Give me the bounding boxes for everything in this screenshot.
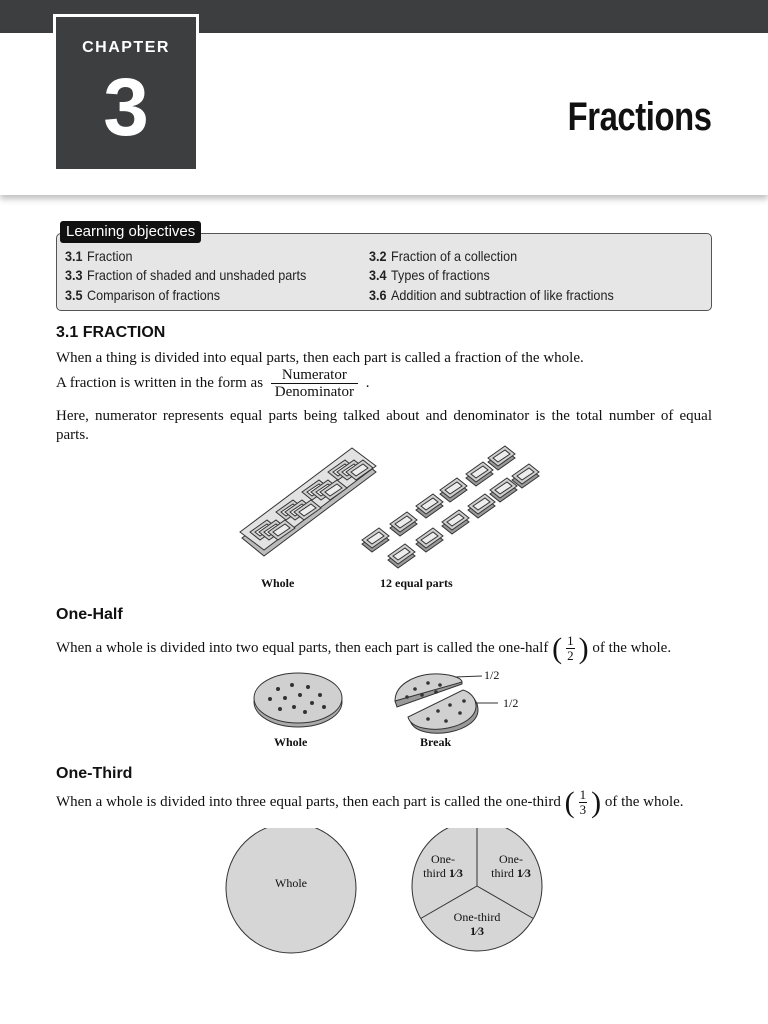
left-paren: ( [564,786,575,819]
half-label-top: 1/2 [484,668,500,682]
chapter-number: 3 [103,62,149,153]
paragraph-definition: When a thing is divided into equal parts, then each part is called a fraction of the whole. [56,350,584,366]
one-half-fraction [566,634,575,663]
caption-12-parts: 12 equal parts [380,576,453,590]
one-half-text-end: of the whole. [592,639,672,656]
objective-number: 3.6 [369,287,387,303]
one-third-heading: One-Third [56,765,133,782]
third-label-right [482,852,540,880]
half-numerator: 1 [567,633,574,648]
section-heading: 3.1 FRACTION [56,324,166,341]
objective-item [65,287,220,303]
numerator-denominator-fraction [271,367,358,400]
paragraph-fraction-form [56,367,712,400]
one-half-text: When a whole is divided into two equal parts, then each part is called the one-half [56,639,549,656]
chapter-label: CHAPTER [82,39,170,56]
paragraph-explanation: Here, numerator represents equal parts being talked about and denominator is the total number of equal parts. [56,408,712,443]
fraction-form-period: . [365,374,370,391]
one-third-text: When a whole is divided into three equal parts, then each part is called the one-third [56,793,561,810]
right-paren: ) [578,632,589,665]
objective-text: Fraction of shaded and unshaded parts [87,267,307,283]
objective-number: 3.4 [369,267,387,283]
objective-number: 3.2 [369,248,387,264]
caption-biscuit-break: Break [420,735,452,749]
objective-text: Types of fractions [391,267,490,283]
objective-item [369,267,490,283]
third-left-line2 [412,866,474,880]
third-bottom-fraction: 1⁄3 [469,924,484,938]
third-left-word: third [423,866,446,880]
fraction-denominator: Denominator [274,384,354,400]
one-third-text-end: of the whole. [604,793,684,810]
third-right-line2 [482,866,540,880]
half-label-bottom: 1/2 [503,696,519,710]
fraction-numerator: Numerator [271,367,358,384]
third-right-word: third [491,866,514,880]
left-paren: ( [552,632,563,665]
objective-number: 3.1 [65,248,83,264]
third-left-line1: One- [431,852,455,866]
objective-text: Addition and subtraction of like fractions [391,287,614,303]
whole-biscuit [254,673,342,727]
half-denominator: 2 [567,648,574,663]
chapter-title: Fractions [568,95,712,139]
objective-item [65,248,133,264]
objective-item [65,267,306,283]
objective-text: Comparison of fractions [87,287,221,303]
objective-number: 3.5 [65,287,83,303]
fraction-form-text: A fraction is written in the form as [56,374,264,391]
one-half-heading: One-Half [56,606,123,623]
objective-text: Fraction of a collection [391,248,518,264]
chapter-box [53,14,199,172]
objective-number: 3.3 [65,267,83,283]
third-bottom-line1: One-third [453,910,501,924]
objective-item [369,248,517,264]
third-label-bottom [440,910,514,938]
circles-illustration [220,828,560,958]
third-right-line1: One- [499,852,523,866]
caption-whole: Whole [261,576,295,590]
third-denominator: 3 [579,802,587,817]
one-third-paragraph [56,788,712,817]
objective-item [369,287,614,303]
chocolate-illustration [230,440,540,575]
one-half-paragraph [56,634,712,663]
learning-objectives-tag: Learning objectives [60,221,201,243]
one-third-fraction [579,788,588,817]
whole-chocolate-bar [240,448,376,556]
broken-biscuit [395,674,498,733]
third-label-left [412,852,474,880]
third-right-fraction: 1⁄3 [516,866,531,880]
objective-text: Fraction [87,248,133,264]
third-numerator: 1 [579,787,587,802]
caption-biscuit-whole: Whole [274,735,308,749]
chocolate-pieces [362,446,539,568]
right-paren: ) [591,786,602,819]
third-left-fraction: 1⁄3 [448,866,463,880]
whole-circle-label: Whole [275,876,307,890]
